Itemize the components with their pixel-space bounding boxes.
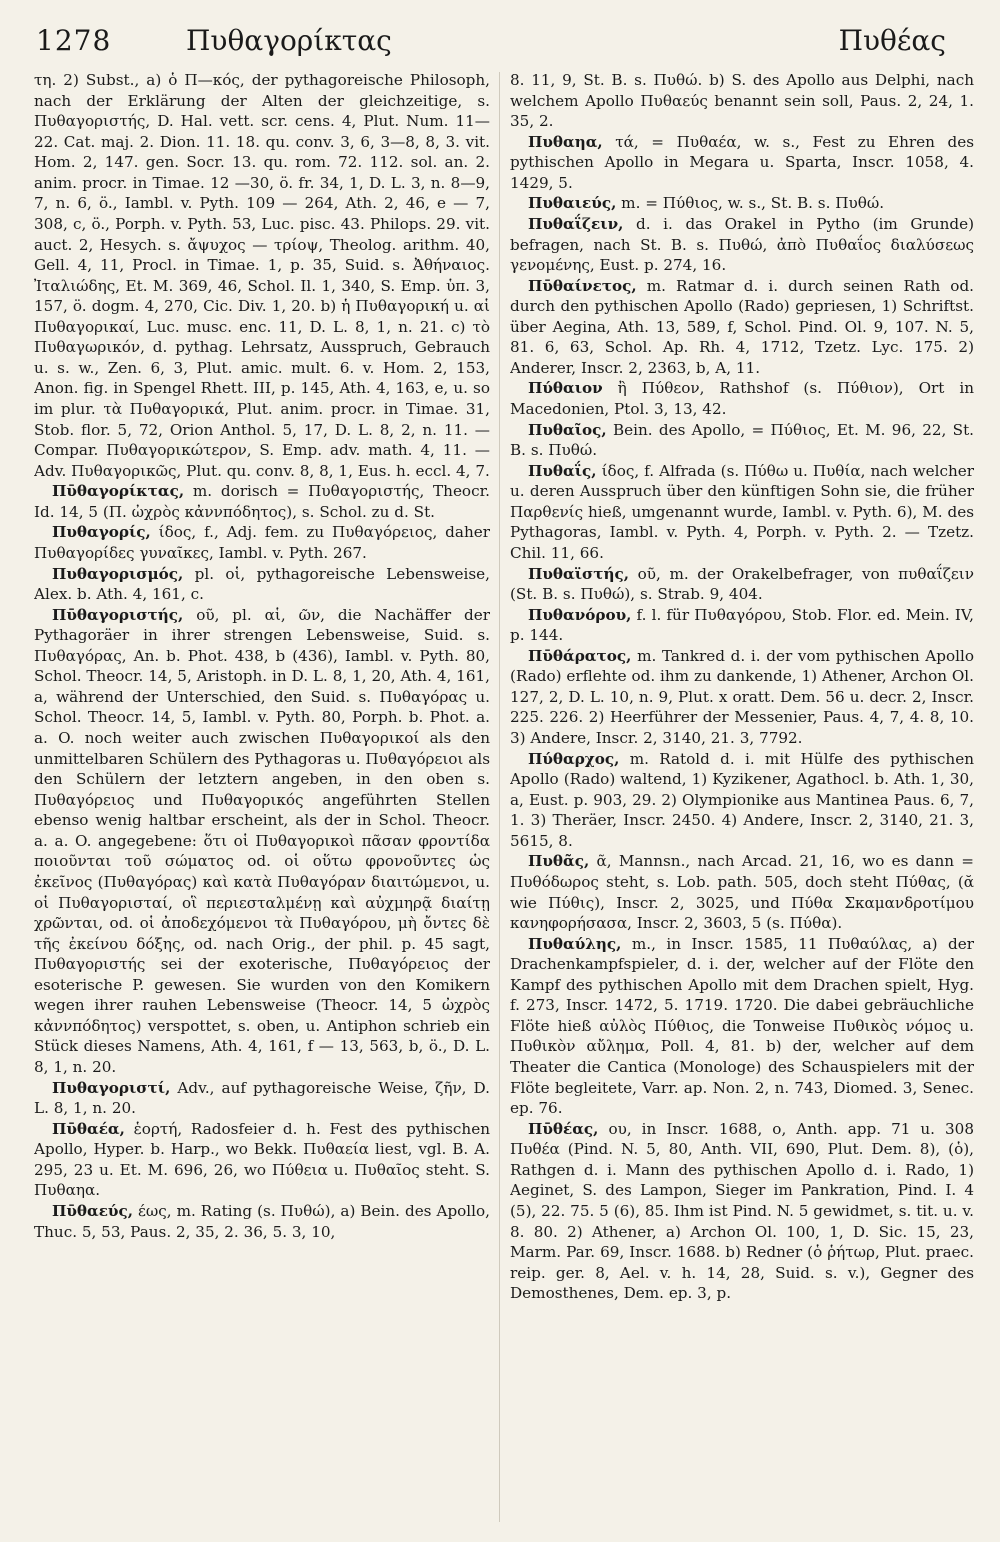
entry-headword: Πυθαΐς, bbox=[528, 461, 597, 480]
entry-text: έως, m. Rating (s. Πυθώ), a) Bein. des Apollo, Thuc. 5, 53, Paus. 2, 35, 2. 36, 5. 3, 10, bbox=[34, 1201, 490, 1241]
entry-headword: Πυθαηα, bbox=[528, 132, 603, 151]
dictionary-entry bbox=[510, 214, 974, 276]
entry-text: m. dorisch = Πυθαγοριστής, Theocr. Id. 14, 5 (Π. ὠχρὸς κἀννπόδητος), s. Schol. zu d. St. bbox=[34, 482, 490, 521]
dictionary-entry bbox=[34, 70, 490, 481]
entry-headword: Πῡθαγοριστής, bbox=[52, 605, 184, 624]
running-head-left: Πυθαγορίκτας bbox=[186, 24, 392, 57]
entry-headword: Πῡθέας, bbox=[528, 1119, 599, 1138]
dictionary-entry bbox=[510, 749, 974, 852]
entry-text: m. Tankred d. i. der vom pythischen Apollo (Rado) erflehte od. ihm zu dankende, 1) Athener, Archon Ol. 127, 2, D. L. 10, n. 9, Plut. x oratt. Dem. 56 u. decr. 2, Inscr. 225. 226. 2) Heerführer der Messenier, Paus. 4, 7, 4. 8, 10. 3) Andere, Inscr. 2, 3140, 21. 3, 7792. bbox=[510, 646, 974, 747]
dictionary-entry bbox=[34, 564, 490, 605]
dictionary-entry bbox=[510, 461, 974, 564]
left-column bbox=[34, 70, 490, 1532]
entry-headword: Πύθαιον bbox=[528, 379, 603, 398]
entry-text: f. l. für Πυθαγόρου, Stob. Flor. ed. Mein. IV, p. 144. bbox=[510, 605, 974, 645]
dictionary-entry bbox=[510, 646, 974, 749]
entry-headword: Πυθαγορίς, bbox=[52, 523, 151, 542]
entry-text: m. Ratmar d. i. durch seinen Rath od. durch den pythischen Apollo (Rado) gepriesen, 1) Schriftst. über Aegina, Ath. 13, 589, f, Schol. Pind. Ol. 9, 107. N. 5, 81. 6, 63, Schol. Ap. Rh. 4, 1712, Tzetz. Lyc. 175. 2) Anderer, Inscr. 2, 2363, b, A, 11. bbox=[510, 276, 974, 377]
entry-headword: Πυθαιεύς, bbox=[528, 194, 617, 213]
entry-text: ίδος, f. Alfrada (s. Πύθω u. Πυθία, nach welcher u. deren Ausspruch über den künftigen Sohn sie, die früher Παρθενίς hieß, umgenannt wurde, Iambl. v. Pyth. 6), M. des Pythagoras, Iambl. v. Pyth. 4, Porph. v. Pyth. 2. — Tzetz. Chil. 11, 66. bbox=[510, 461, 974, 562]
entry-text: οῦ, pl. αἱ, ῶν, die Nachäffer der Pythagoräer in ihrer strengen Lebensweise, Suid. s. Πυθαγόρας, An. b. Phot. 438, b (436), Iambl. v. Pyth. 80, Schol. Theocr. 14, 5, Aristoph. in D. L. 8, 1, 20, Ath. 4, 161, a, während der Unterschied, den Suid. s. Πυθαγόρας u. Schol. Theocr. 14, 5, Iambl. v. Pyth. 80, Porph. b. Phot. a. a. O. noch weiter auch zwischen Πυθαγορικοί als den unmittelbaren Schülern des Pythagoras u. Πυθαγόρειοι als den Schülern der letztern angeben, in den oben s. Πυθαγόρειος und Πυθαγορικός angeführten Stellen ebenso wenig haltbar erscheint, als der in Schol. Theocr. a. a. O. angegebene: ὅτι οἱ Πυθαγορικοὶ πᾶσαν φροντίδα ποιοῦνται τοῦ σώματος od. οἱ οὕτω φρονοῦντες ὡς ἐκεῖνος (Πυθαγόρας) καὶ κατὰ Πυθαγόραν διαιτώμενοι, u. οἱ Πυθαγορισταί, οἳ περιεσταλμένῃ καὶ αὐχμηρᾷ διαίτῃ χρῶνται, od. οἱ ἀποδεχόμενοι τὰ Πυθαγόρου, μὴ ὄντες δὲ τῆς ἐκείνου δόξης, od. nach Orig., der phil. p. 45 sagt, Πυθαγοριστής sei der exoterische, Πυθαγόρειος der esoterische P. gewesen. Sie wurden von den Komikern wegen ihrer rauhen Lebensweise (Theocr. 14, 5 ὠχρὸς κἀννπόδητος) verspottet, s. oben, u. Antiphon schrieb ein Stück dieses Namens, Ath. 4, 161, f — 13, 563, b, ö., D. L. 8, 1, n. 20. bbox=[34, 605, 490, 1076]
entry-headword: Πυθᾶς, bbox=[528, 852, 590, 871]
page-number: 1278 bbox=[36, 24, 112, 57]
dictionary-entry bbox=[510, 934, 974, 1119]
entry-text: m., in Inscr. 1585, 11 Πυθαύλας, a) der Drachenkampfspieler, d. i. der, welcher auf der Flöte den Kampf des pythischen Apollo mit dem Drachen spielt, Hyg. f. 273, Inscr. 1472, 5. 1719. 1720. Die dabei gebräuchliche Flöte hieß αὐλὸς Πύθιος, die Tonweise Πυθικὸς νόμος u. Πυθικὸν αὔλημα, Poll. 4, 81. b) der, welcher auf dem Theater die Cantica (Monologe) des Schauspielers mit der Flöte begleitete, Varr. ap. Non. 2, n. 743, Diomed. 3, Senec. ep. 76. bbox=[510, 934, 974, 1118]
entry-text: m. = Πύθιος, w. s., St. B. s. Πυθώ. bbox=[616, 194, 885, 213]
entry-headword: Πυθαγοριστί, bbox=[52, 1078, 171, 1097]
entry-headword: Πῡθαίνετος, bbox=[528, 276, 637, 295]
entry-text: τη. 2) Subst., a) ὁ Π—κός, der pythagoreische Philosoph, nach der Erklärung der Alten der gleichzeitige, s. Πυθαγοριστής, D. Hal. vett. scr. cens. 4, Plut. Num. 11—22. Cat. maj. 2. Dion. 11. 18. qu. conv. 3, 6, 3—8, 8, 3. vit. Hom. 2, 147. gen. Socr. 13. qu. rom. 72. 112. sol. an. 2. anim. procr. in Timae. 12 —30, ö. fr. 34, 1, D. L. 3, n. 8—9, 7, n. 6, ö., Iambl. v. Pyth. 109 — 264, Ath. 2, 46, e — 7, 308, c, ö., Porph. v. Pyth. 53, Luc. pisc. 43. Philops. 29. vit. auct. 2, Hesych. s. ἄψυχος — τρίοψ, Theolog. arithm. 40, Gell. 4, 11, Procl. in Timae. 1, p. 35, Suid. s. Ἀθήναιος. Ἰταλιώδης, Et. M. 369, 46, Schol. Il. 1, 340, S. Emp. ὑπ. 3, 157, ö. dogm. 4, 270, Cic. Div. 1, 20. b) ἡ Πυθαγορική u. αἱ Πυθαγορικαί, Luc. musc. enc. 11, D. L. 8, 1, n. 21. c) τὸ Πυθαγωρικόν, d. pythag. Lehrsatz, Ausspruch, Gebrauch u. s. w., Zen. 6, 3, Plut. amic. mult. 6. v. Hom. 2, 153, Anon. fig. in Spengel Rhett. III, p. 145, Ath. 4, 163, e, u. so im plur. τὰ Πυθαγορικά, Plut. anim. procr. in Timae. 31, Stob. flor. 5, 72, Orion Anthol. 5, 17, D. L. 8, 2, n. 11. — Compar. Πυθαγορικώτερον, S. Emp. adv. math. 4, 11. — Adv. Πυθαγορικῶς, Plut. qu. conv. 8, 8, 1, Eus. h. eccl. 4, 7. bbox=[34, 71, 490, 480]
dictionary-entry bbox=[510, 1119, 974, 1304]
entry-headword: Πυθαγορισμός, bbox=[52, 564, 184, 583]
entry-headword: Πυθαΐζειν, bbox=[528, 214, 624, 233]
dictionary-entry bbox=[34, 605, 490, 1078]
entry-headword: Πυθαῖος, bbox=[528, 420, 607, 439]
entry-text: ου, in Inscr. 1688, o, Anth. app. 71 u. 308 Πυθέα (Pind. N. 5, 80, Anth. VII, 690, Plut. Dem. 8), (ὁ), Rathgen d. i. Mann des pythischen Apollo d. i. Rado, 1) Aeginet, S. des Lampon, Sieger im Pankration, Pind. I. 4 (5), 22. 75. 5 (6), 85. Ihm ist Pind. N. 5 gewidmet, s. tit. u. v. 8. 80. 2) Athener, a) Archon Ol. 100, 1, D. Sic. 15, 23, Marm. Par. 69, Inscr. 1688. b) Redner (ὁ ῥήτωρ, Plut. praec. reip. ger. 8, Ael. v. h. 14, 28, Suid. s. v.), Gegner des Demosthenes, Dem. ep. 3, p. bbox=[510, 1119, 974, 1303]
dictionary-entry bbox=[34, 522, 490, 563]
dictionary-entry bbox=[510, 132, 974, 194]
entry-text: ἢ Πύθεον, Rathshof (s. Πύθιον), Ort in Macedonien, Ptol. 3, 13, 42. bbox=[510, 379, 974, 418]
dictionary-entry bbox=[510, 193, 974, 214]
entry-text: τά, = Πυθαέα, w. s., Fest zu Ehren des pythischen Apollo in Megara u. Sparta, Inscr. 1058, 4. 1429, 5. bbox=[510, 132, 974, 192]
running-head-right: Πυθέας bbox=[838, 24, 946, 57]
dictionary-entry bbox=[510, 564, 974, 605]
dictionary-entry bbox=[510, 420, 974, 461]
entry-headword: Πῡθαεύς, bbox=[52, 1201, 134, 1220]
entry-text: ίδος, f., Adj. fem. zu Πυθαγόρειος, daher Πυθαγορίδες γυναῖκες, Iambl. v. Pyth. 267. bbox=[34, 523, 490, 562]
entry-headword: Πῡθαέα, bbox=[52, 1119, 125, 1138]
entry-headword: Πύθαρχος, bbox=[528, 749, 620, 768]
entry-text: ἑορτή, Radosfeier d. h. Fest des pythischen Apollo, Hyper. b. Harp., wo Bekk. Πυθαεία liest, vgl. B. A. 295, 23 u. Et. M. 696, 26, wo Πύθεια u. Πυθαῖος steht. S. Πυθαηα. bbox=[34, 1119, 490, 1200]
entry-text: pl. οἱ, pythagoreische Lebensweise, Alex. b. Ath. 4, 161, c. bbox=[34, 564, 490, 604]
entry-text: m. Ratold d. i. mit Hülfe des pythischen Apollo (Rado) waltend, 1) Kyzikener, Agathocl. b. Ath. 1, 30, a, Eust. p. 903, 29. 2) Olympionike aus Mantinea Paus. 6, 7, 1. 3) Theräer, Inscr. 2450. 4) Andere, Inscr. 2, 3140, 21. 3, 5615, 8. bbox=[510, 749, 974, 850]
entry-headword: Πῡθαγορίκτας, bbox=[52, 482, 185, 501]
dictionary-entry bbox=[510, 378, 974, 419]
page-header bbox=[36, 24, 964, 68]
entry-text: 8. 11, 9, St. B. s. Πυθώ. b) S. des Apollo aus Delphi, nach welchem Apollo Πυθαεύς benannt sein soll, Paus. 2, 24, 1. 35, 2. bbox=[510, 71, 974, 131]
entry-text: ᾶ, Mannsn., nach Arcad. 21, 16, wo es dann = Πυθόδωρος steht, s. Lob. path. 505, doch steht Πύθας, (ᾰ wie Πύθις), Inscr. 2, 3025, und Πύθα Σκαμανδροτίμου κανηφορήσασα, Inscr. 2, 3603, 5 (s. Πύθα). bbox=[510, 852, 974, 933]
dictionary-entry bbox=[34, 481, 490, 522]
dictionary-entry bbox=[510, 70, 974, 132]
entry-headword: Πυθαύλης, bbox=[528, 934, 622, 953]
dictionary-entry bbox=[34, 1201, 490, 1242]
dictionary-entry bbox=[510, 276, 974, 379]
entry-text: Bein. des Apollo, = Πύθιος, Et. M. 96, 22, St. B. s. Πυθώ. bbox=[510, 420, 974, 460]
dictionary-entry bbox=[34, 1119, 490, 1201]
entry-text: d. i. das Orakel in Pytho (im Grunde) befragen, nach St. B. s. Πυθώ, ἀπὸ Πυθαΐος διαλύσεως γενομένης, Eust. p. 274, 16. bbox=[510, 214, 974, 275]
entry-headword: Πυθανόρου, bbox=[528, 605, 632, 624]
column-divider bbox=[499, 72, 500, 1522]
entry-text: Adv., auf pythagoreische Weise, ζῆν, D. L. 8, 1, n. 20. bbox=[34, 1078, 490, 1118]
entry-headword: Πυθαϊστής, bbox=[528, 564, 630, 583]
entry-headword: Πῡθάρατος, bbox=[528, 646, 632, 665]
right-column bbox=[510, 70, 974, 1532]
dictionary-entry bbox=[510, 851, 974, 933]
dictionary-entry bbox=[510, 605, 974, 646]
entry-text: οῦ, m. der Orakelbefrager, von πυθαΐζειν (St. B. s. Πυθώ), s. Strab. 9, 404. bbox=[510, 564, 974, 604]
dictionary-entry bbox=[34, 1078, 490, 1119]
